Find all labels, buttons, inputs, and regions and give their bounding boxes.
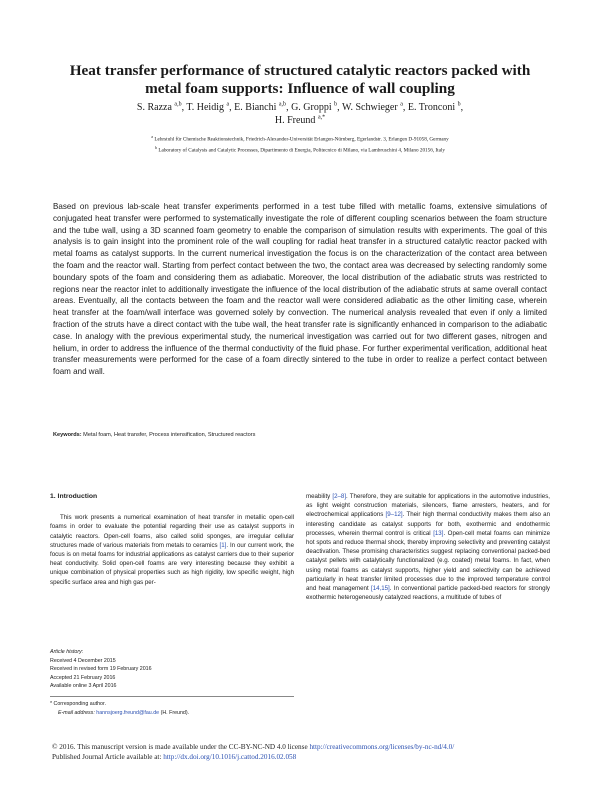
article-history — [50, 648, 294, 691]
history-revised: Received in revised form 19 February 2016 — [50, 666, 152, 673]
paper-title: Heat transfer performance of structured catalytic reactors packed with metal foam supports: Influence of wall coupling — [69, 62, 531, 97]
footnote-divider — [50, 696, 294, 697]
history-received: Received 4 December 2015 — [50, 657, 116, 664]
history-accepted: Accepted 21 February 2016 — [50, 674, 116, 681]
keywords-text: Metal foam, Heat transfer, Process intensification, Structured reactors — [83, 432, 256, 438]
keywords-label: Keywords: — [53, 432, 82, 438]
author: S. Razza $^{a,b}$ — [136, 101, 182, 113]
footnotes — [50, 700, 294, 717]
corresponding-author-note: * Corresponding author. — [50, 701, 106, 707]
citation-link[interactable]: [2–8] — [332, 493, 347, 500]
section-heading: 1. Introduction — [50, 493, 98, 500]
affiliation: $^b$ Laboratory of Catalysis and Catalytic Processes, Dipartimento di Energia, Politecnico di Milano, via Lambruschini 4, Milano 20156, Italy — [155, 144, 445, 154]
email-link[interactable]: hannsjoerg.freund@fau.de — [96, 709, 160, 716]
intro-left-column — [50, 492, 294, 587]
citation-link[interactable]: [14,15] — [370, 585, 390, 593]
keywords — [53, 432, 547, 438]
license-link[interactable]: http://creativecommons.org/licenses/by-nc-nd/4.0/ — [309, 743, 455, 751]
license-line: © 2016. This manuscript version is made available under the CC-BY-NC-ND 4.0 license http://creativecommons.org/licenses/by-nc-nd/4.0/ — [52, 743, 455, 751]
author: H. Freund $^{a,*}$ — [274, 114, 326, 126]
author: E. Tronconi $^b$ — [407, 101, 461, 113]
email-note: E-mail address: hannsjoerg.freund@fau.de (H. Freund). — [58, 709, 190, 716]
citation-link[interactable]: [1] — [219, 541, 227, 549]
intro-right-column — [306, 492, 550, 602]
author-list: S. Razza $^{a,b}$, T. Heidig $^a$, E. Bianchi $^{a,b}$, G. Groppi $^b$, W. Schwieger $^a$, E. Tronconi $^b$, H. Freund $^{a,*}$ — [136, 101, 464, 126]
author: G. Groppi $^b$ — [291, 101, 338, 113]
intro-paragraph: meability [2–8]. Therefore, they are suitable for applications in the automotive industries, as light weight construction materials, silencers, flame arresters, heaters, and for electrochemical applications [9–12]. Their high thermal conductivity makes them also an interesting candidate as catalyst supports for both, exothermic and endothermic processes, wherein thermal control is critical [13]. Open-cell metal foams can minimize hot spots and reduce thermal shock, thereby improving selectivity and preventing catalyst deactivation. These promising characteristics suggest replacing conventional packed-bed catalyst pellets with catalytically functionalized (e.g. coated) metal foams. In fact, when using metal foams as catalyst supports, higher yield and selectivity can be achieved particularly in heat transfer limited processes due to the improved temperature control and heat management [14,15]. In conventional particle packed-bed reactors for strongly exothermic heterogeneously catalyzed reactions, a multitude of tubes of — [306, 493, 550, 602]
history-online: Available online 3 April 2016 — [50, 683, 117, 690]
doi-link[interactable]: http://dx.doi.org/10.1016/j.cattod.2016.02.058 — [163, 753, 297, 762]
author: E. Bianchi $^{a,b}$ — [234, 101, 287, 113]
citation-link[interactable]: [13] — [433, 529, 444, 537]
author: T. Heidig $^a$ — [186, 101, 230, 113]
doi-line: Published Journal Article available at: http://dx.doi.org/10.1016/j.cattod.2016.02.058 — [52, 753, 297, 762]
license-notice — [52, 742, 562, 762]
affiliations — [60, 133, 540, 154]
abstract: Based on previous lab-scale heat transfer experiments performed in a test tube filled with metallic foams, extensive simulations of conjugated heat transfer were performed to systematically investigate the role of different coupling scenarios between the foam structure and the tube wall, using a 3D scanned foam geometry to enable the comparison of simulation results with experiments. The goal of this analysis is to gain insight into the prominent role of the wall coupling for radial heat transfer in a structured catalytic reactor packed with metal foams as catalyst supports. In the current numerical investigation the focus is on the characterization of the contact area between the foam and the reactor wall. Starting from perfect contact between the two, the contact area was decreased by selecting randomly some boundary spots of the foam and considering them as adiabatic. Moreover, the local distribution of the adiabatic struts was restricted to regions near the reactor inlet to additionally investigate the influence of the local distribution of the adiabatic struts at same overall contact areas. Eventually, all the contacts between the foam and the reactor wall were considered adiabatic as the other limiting case, wherein heat transfer at the foam/wall interface was governed solely by convection. The numerical analysis revealed that even if only a limited fraction of the struts have a direct contact with the tube wall, the heat transfer rate is significantly enhanced in comparison to the adiabatic case. In analogy with the previous experimental study, the numerical investigation was carried out for two different gases, nitrogen and helium, in order to address the influence of the thermal conductivity of the fluid phase. For further experimental verification, additional heat transfer measurements were performed for the case of a foam directly sintered to the tube in order to realize a perfect contact between foam and wall. — [53, 202, 547, 377]
history-label: Article history: — [50, 649, 84, 655]
intro-paragraph: This work presents a numerical examination of heat transfer in metallic open-cell foams in order to evaluate the potential regarding their use as catalyst supports in catalytic reactors. Open-cell foams, also called solid sponges, are irregular cellular structures made of various materials from metals to ceramics [1]. In our current work, the focus is on metal foams for industrial applications as catalyst carriers due to their superior heat conductivity. Solid open-cell foams are very interesting because they exhibit a unique combination of physical properties such as high rigidity, low specific weight, high specific surface area and high gas per- — [50, 514, 294, 586]
citation-link[interactable]: [9–12] — [385, 511, 403, 519]
author: W. Schwieger $^a$ — [341, 101, 403, 113]
affiliation: $^a$ Lehrstuhl für Chemische Reaktionstechnik, Friedrich-Alexander-Universität Erlangen-Nürnberg, Egerlandstr. 3, Erlangen D-91058, Germany — [151, 134, 449, 143]
